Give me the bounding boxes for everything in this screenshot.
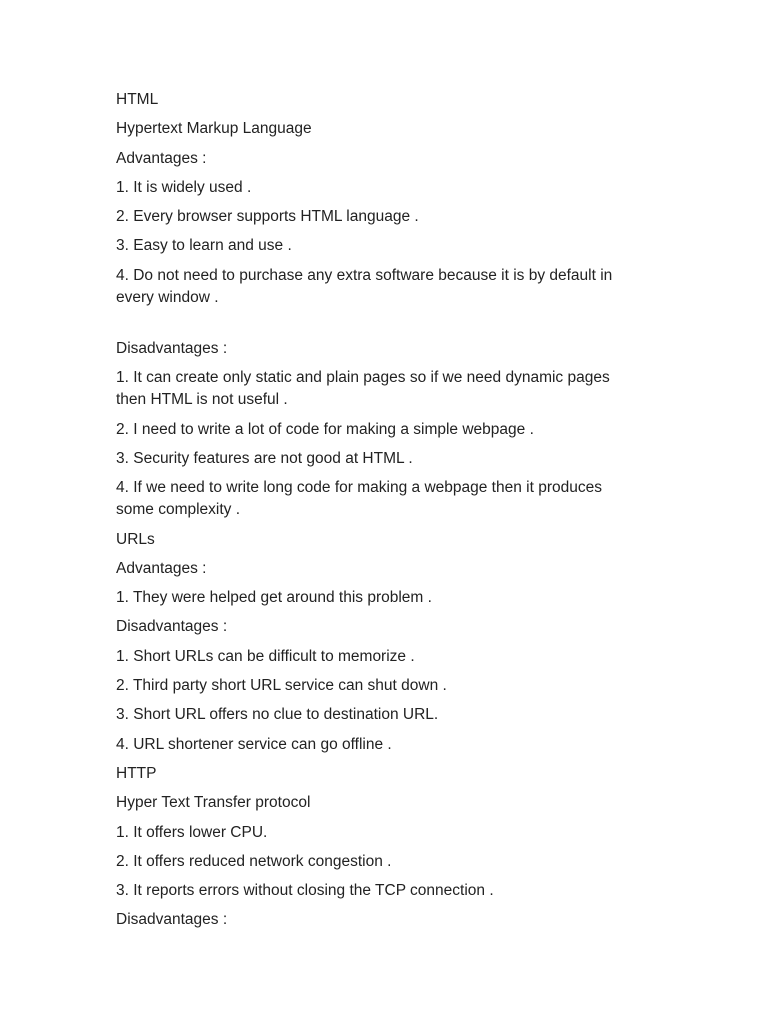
list-item: 1. It offers lower CPU. xyxy=(116,823,268,841)
http-full-name: Hyper Text Transfer protocol xyxy=(116,794,311,812)
heading-html: HTML xyxy=(116,91,159,108)
heading-http: HTTP xyxy=(116,764,157,782)
disadvantages-heading: Disadvantages : xyxy=(116,618,228,636)
advantages-heading: Advantages : xyxy=(116,149,207,167)
list-item: 4. Do not need to purchase any extra software because it is by default in every window . xyxy=(116,266,613,306)
disadvantages-heading: Disadvantages : xyxy=(116,340,228,358)
list-item: 4. If we need to write long code for making a webpage then it produces some complexity . xyxy=(116,479,602,519)
list-item: 2. Every browser supports HTML language . xyxy=(116,208,419,226)
list-item: 2. I need to write a lot of code for making a simple webpage . xyxy=(116,420,534,438)
list-item: 2. Third party short URL service can shut down . xyxy=(116,677,447,695)
list-item: 1. They were helped get around this problem . xyxy=(116,589,432,607)
list-item: 3. It reports errors without closing the TCP connection . xyxy=(116,882,494,900)
list-item: 1. It is widely used . xyxy=(116,178,252,196)
list-item: 1. It can create only static and plain pages so if we need dynamic pages then HTML is not useful . xyxy=(116,369,610,409)
heading-urls: URLs xyxy=(116,530,155,548)
list-item: 1. Short URLs can be difficult to memorize . xyxy=(116,647,415,665)
list-item: 2. It offers reduced network congestion . xyxy=(116,852,392,870)
list-item: 3. Short URL offers no clue to destination URL. xyxy=(116,706,439,724)
paragraph-gap xyxy=(116,316,636,338)
list-item: 3. Easy to learn and use . xyxy=(116,237,292,255)
advantages-heading: Advantages : xyxy=(116,559,207,577)
list-item: 3. Security features are not good at HTML . xyxy=(116,449,413,467)
disadvantages-heading: Disadvantages : xyxy=(116,911,228,929)
list-item: 4. URL shortener service can go offline . xyxy=(116,735,392,753)
document-body xyxy=(116,89,636,939)
html-full-name: Hypertext Markup Language xyxy=(116,120,312,138)
